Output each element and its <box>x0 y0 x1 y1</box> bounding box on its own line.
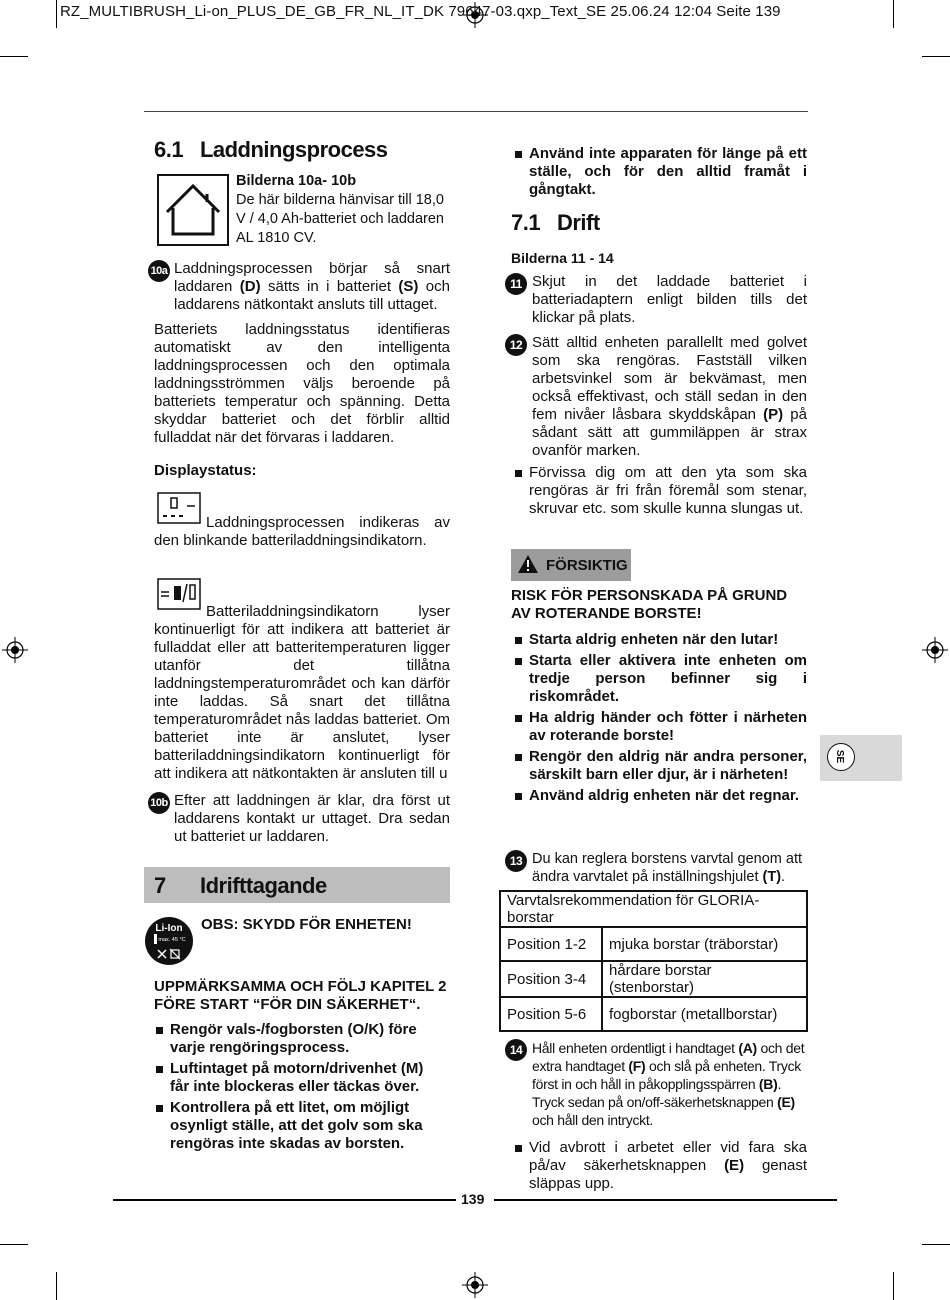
step-badge-14: 14 <box>505 1039 527 1061</box>
para-12 <box>505 334 807 460</box>
obs-warning: OBS: SKYDD FÖR ENHETEN! <box>201 916 412 933</box>
list-item: Ha aldrig händer och fötter i närheten av roterande borste! <box>513 709 807 745</box>
table-header: Varvtalsrekommendation för GLORIA-borstar <box>500 891 807 927</box>
list-item: Rengör den aldrig när andra personer, särskilt barn eller djur, är i närheten! <box>513 748 807 784</box>
registration-mark-icon <box>922 637 948 663</box>
risk-heading: RISK FÖR PERSONSKADA PÅ GRUND AV ROTERANDE BORSTE! <box>511 587 788 622</box>
para-10b <box>148 792 450 846</box>
section-title: Laddningsprocess <box>199 137 388 162</box>
table-cell-description: mjuka borstar (träborstar) <box>602 927 807 961</box>
step-badge-10a: 10a <box>148 260 170 282</box>
crop-mark <box>0 1244 28 1245</box>
section-number: 7.1 <box>511 210 541 235</box>
text: på sådant sätt att gummiläppen är strax ovanför marken. <box>532 406 807 459</box>
ref-f: (F) <box>628 1058 646 1074</box>
crop-mark <box>922 56 950 57</box>
text: och håll den intryckt. <box>532 1112 654 1128</box>
table-cell-description: hårdare borstar (stenborstar) <box>602 961 807 997</box>
ref-t: (T) <box>762 869 782 885</box>
language-tab <box>820 735 902 781</box>
footer-rule-right <box>494 1199 837 1201</box>
list-item <box>513 1139 807 1193</box>
list-item: Kontrollera på ett litet, om möjligt osynligt ställe, att det golv som ska rengöras inte skadas av borsten. <box>154 1099 439 1153</box>
figure-reference: Bilderna 10a- 10b <box>236 173 357 189</box>
table-cell-position: Position 5-6 <box>500 997 602 1031</box>
ref-p: (P) <box>763 406 784 423</box>
text: och det extra handtaget <box>532 1040 805 1074</box>
table-row <box>500 997 807 1031</box>
ref-s: (S) <box>398 278 419 295</box>
page-number: 139 <box>461 1191 485 1207</box>
display-status-heading: Displaystatus: <box>154 462 257 479</box>
li-ion-temp-label: max. 45 °C <box>158 937 186 943</box>
text: Sätt alltid enheten parallellt med golvet som ska rengöras. Fastställ vilken arbetsvinkel som är bekvämast, men också effektivast, och ställ sedan in den fem nivåer låsbara skyddskåpan <box>532 334 807 423</box>
footer-rule-left <box>113 1199 456 1201</box>
registration-mark-icon <box>2 637 28 663</box>
crop-mark <box>56 0 57 28</box>
table-cell-description: fogborstar (metallborstar) <box>602 997 807 1031</box>
ref-b: (B) <box>758 1076 778 1092</box>
list-item: Starta aldrig enheten när den lutar! <box>513 631 807 649</box>
step-badge-10b: 10b <box>148 792 170 814</box>
display-status-1: Laddningsprocessen indikeras av den blinkande batteriladdningsindikatorn. <box>154 514 450 549</box>
ref-a: (A) <box>738 1040 757 1056</box>
text: Efter att laddningen är klar, dra först ut laddarens kontakt ur uttaget. Dra sedan ut batteriet ur laddaren. <box>174 792 450 845</box>
figure-reference-block <box>236 172 452 248</box>
para-10a <box>148 260 450 314</box>
table-header-row <box>500 891 807 927</box>
section-title: Idrifttagande <box>200 873 327 898</box>
section-title: Drift <box>556 210 600 235</box>
section-heading-6-1 <box>154 137 450 162</box>
text: Skjut in det laddade batteriet i batteriadaptern enligt bilden tills det klickar på plats. <box>532 273 807 326</box>
figure-reference-text: De här bilderna hänvisar till 18,0 V / 4,0 Ah-batteriet och laddaren AL 1810 CV. <box>236 192 444 246</box>
crop-mark <box>0 56 28 57</box>
list-item: Luftintaget på motorn/drivenhet (M) får inte blockeras eller täckas över. <box>154 1060 439 1096</box>
step-badge-13: 13 <box>505 850 527 872</box>
text: . <box>781 869 786 885</box>
list-item: Använd aldrig enheten när det regnar. <box>513 787 807 805</box>
caution-label <box>511 549 631 581</box>
section-heading-7 <box>144 867 450 903</box>
list-item: Använd inte apparaten för länge på ett ställe, och för den alltid framåt i gångtakt. <box>513 145 807 199</box>
ref-d: (D) <box>239 278 261 295</box>
right-bullet-b <box>513 1139 807 1193</box>
left-column <box>154 137 450 162</box>
para-charging-status: Batteriets laddningsstatus identifieras automatiskt av den intelligenta laddningsprocessen och den optimala laddningsströmmen väljs beroende på batteriets temperatur och spänning. Detta skyddar batteriet och det förblir alltid fulladdat när det förvaras i laddaren. <box>154 321 450 446</box>
crop-mark <box>893 1272 894 1300</box>
text: Håll enheten ordentligt i handtaget <box>532 1040 739 1056</box>
text: genast släppas upp. <box>529 1157 807 1192</box>
section-number: 6.1 <box>154 137 184 162</box>
text: Vid avbrott i arbetet eller vid fara ska på/av säkerhetsknappen <box>529 1139 807 1174</box>
para-13 <box>505 850 807 886</box>
language-code: SE <box>834 749 846 764</box>
speed-recommendation-table <box>499 890 808 1032</box>
observe-chapter-notice: UPPMÄRKSAMMA OCH FÖLJ KAPITEL 2 FÖRE START “FÖR DIN SÄKERHET“. <box>154 978 447 1013</box>
list-item: Starta eller aktivera inte enheten om tredje person befinner sig i riskområdet. <box>513 652 807 706</box>
header-rule <box>144 111 808 112</box>
home-use-icon <box>157 174 229 246</box>
section-heading-7-1 <box>511 210 807 235</box>
table-cell-position: Position 1-2 <box>500 927 602 961</box>
li-ion-label: Li-Ion <box>155 923 183 934</box>
caution-text: FÖRSIKTIG <box>546 557 628 574</box>
print-slug: RZ_MULTIBRUSH_Li-on_PLUS_DE_GB_FR_NL_IT_DK 79647-03.qxp_Text_SE 25.06.24 12:04 Seite 139 <box>60 3 781 20</box>
section-number: 7 <box>154 873 166 898</box>
crop-mark <box>56 1272 57 1300</box>
crop-mark <box>893 0 894 28</box>
section-heading-7-1-wrap <box>511 210 807 235</box>
ref-e: (E) <box>777 1094 795 1110</box>
para-14 <box>505 1039 807 1129</box>
table-row <box>500 927 807 961</box>
text: och slå på enheten. Tryck först in och håll in påkopplingsspärren <box>532 1058 802 1092</box>
text: sätts in i batteriet <box>260 278 399 295</box>
figure-reference-right: Bilderna 11 - 14 <box>511 250 614 266</box>
text: och laddarens nätkontakt ansluts till uttaget. <box>174 278 450 313</box>
li-ion-battery-icon <box>144 916 194 966</box>
crop-mark <box>922 1244 950 1245</box>
warning-triangle-icon <box>517 554 539 574</box>
left-bullet-list <box>154 1021 439 1153</box>
table-row <box>500 961 807 997</box>
ref-e: (E) <box>724 1157 745 1174</box>
step-badge-12: 12 <box>505 334 527 356</box>
language-tab-circle <box>827 743 855 771</box>
warning-bullet-list <box>513 631 807 805</box>
display-status-2: Batteriladdningsindikatorn lyser kontinuerligt för att indikera att batteriet är fulladdat eller att batteritemperaturen ligger utanför det tillåtna laddningstemperaturområdet och kan därför inte laddas. Så snart det tillåtna temperaturområdet nås laddas batteriet. Om batteriet inte är anslutet, lyser batteriladdningsindikatorn kontinuerligt för att indikera att nätkontakten är ansluten till u <box>154 603 450 782</box>
para-11 <box>505 273 807 327</box>
step-badge-11: 11 <box>505 273 527 295</box>
table-cell-position: Position 3-4 <box>500 961 602 997</box>
text: Laddningsprocessen börjar så snart laddaren <box>174 260 450 295</box>
list-item: Förvissa dig om att den yta som ska rengöras är fri från föremål som stenar, skruvar etc. som skulle kunna slungas ut. <box>513 464 807 518</box>
right-bullet-a <box>513 464 807 518</box>
registration-mark-icon <box>462 1272 488 1298</box>
right-top-bullet <box>513 145 807 199</box>
list-item: Rengör vals-/fogborsten (O/K) före varje rengöringsprocess. <box>154 1021 439 1057</box>
text: . Tryck sedan på on/off-säkerhetsknappen <box>532 1076 782 1110</box>
text: Du kan reglera borstens varvtal genom att ändra varvtalet på inställningshjulet <box>532 851 802 885</box>
